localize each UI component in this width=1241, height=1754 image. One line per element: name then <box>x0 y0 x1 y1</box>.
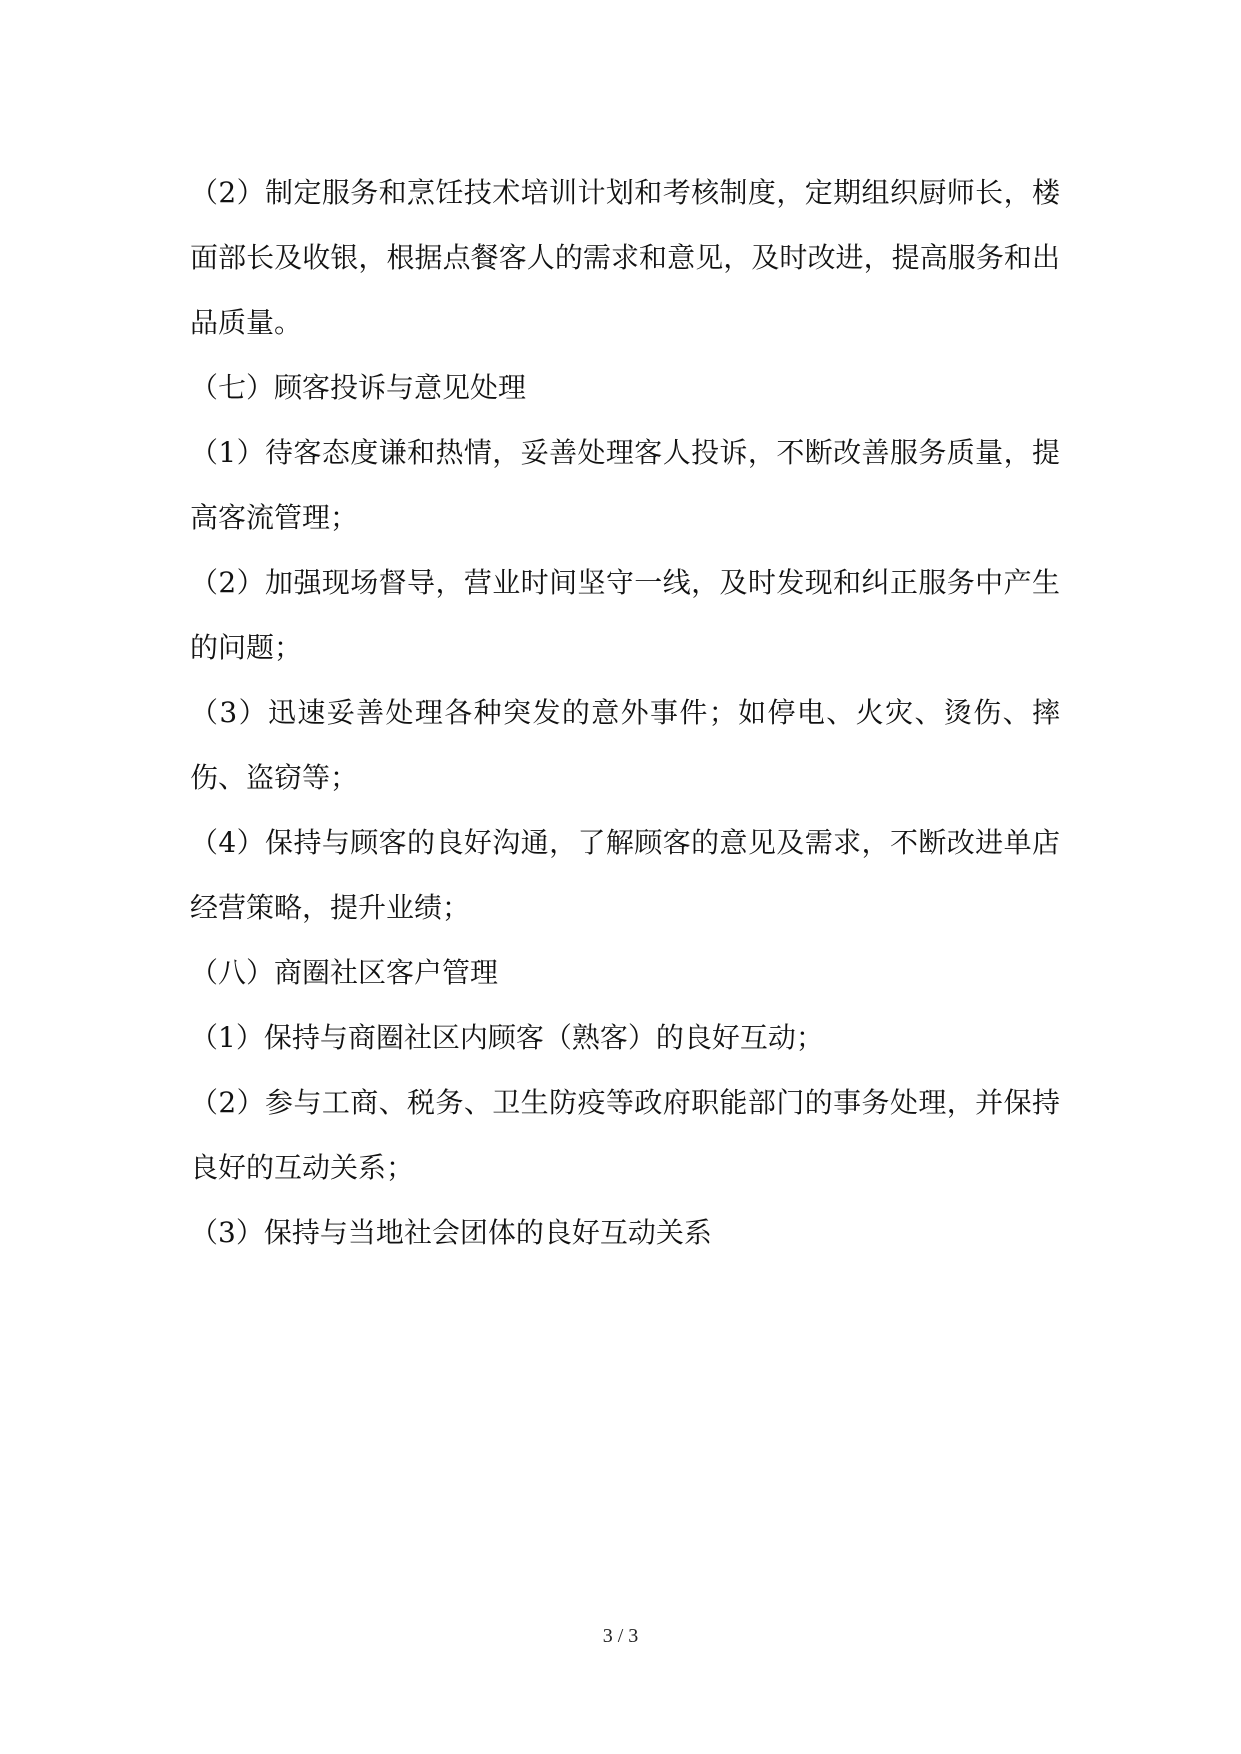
section-heading-community: （八）商圈社区客户管理 <box>190 956 499 989</box>
paragraph-complaint-4: （4）保持与顾客的良好沟通，了解顾客的意见及需求，不断改进单店经营策略，提升业绩； <box>190 826 1060 924</box>
paragraph-community-1: （1）保持与商圈社区内顾客（熟客）的良好互动； <box>190 1021 824 1054</box>
paragraph-community-3: （3）保持与当地社会团体的良好互动关系 <box>190 1216 712 1249</box>
document-body <box>190 160 1060 1265</box>
page-number: 3 / 3 <box>602 1625 639 1647</box>
paragraph-complaint-2: （2）加强现场督导，营业时间坚守一线，及时发现和纠正服务中产生的问题； <box>190 566 1060 664</box>
paragraph-community-2: （2）参与工商、税务、卫生防疫等政府职能部门的事务处理，并保持良好的互动关系； <box>190 1086 1060 1184</box>
section-heading-complaints: （七）顾客投诉与意见处理 <box>190 371 527 404</box>
paragraph-complaint-3: （3）迅速妥善处理各种突发的意外事件；如停电、火灾、烫伤、摔伤、盗窃等； <box>190 696 1060 794</box>
paragraph-complaint-1: （1）待客态度谦和热情，妥善处理客人投诉，不断改善服务质量，提高客流管理； <box>190 436 1060 534</box>
paragraph-training-plan: （2）制定服务和烹饪技术培训计划和考核制度，定期组织厨师长，楼面部长及收银，根据点餐客人的需求和意见，及时改进，提高服务和出品质量。 <box>190 176 1060 339</box>
